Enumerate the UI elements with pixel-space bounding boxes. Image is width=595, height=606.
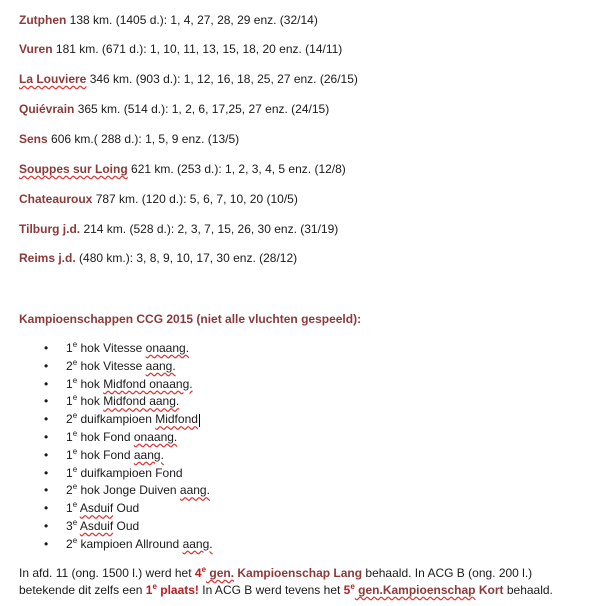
- race-details: 365 km. (514 d.): 1, 2, 6, 17,25, 27 enz. (24/15): [77, 102, 330, 116]
- summary-paragraph: [19, 565, 589, 599]
- para-text: behaald.: [503, 583, 553, 597]
- race-details: 346 km. (903 d.): 1, 12, 16, 18, 25, 27 enz. (26/15): [89, 72, 358, 86]
- item-text: kampioen Allround: [80, 536, 180, 551]
- list-item: [0, 518, 213, 536]
- rank-number: 1: [66, 501, 73, 516]
- para-title: Kampioenschap Lang: [234, 566, 363, 580]
- para-text: In afd. 11 (ong. 1500 l.) werd het: [19, 566, 195, 580]
- race-details: (480 km.): 3, 8, 9, 10, 17, 30 enz. (28/12): [79, 251, 298, 265]
- rank-suffix: e: [72, 357, 78, 367]
- race-details: 138 km. (1405 d.): 1, 4, 27, 28, 29 enz. (32/14): [69, 13, 318, 27]
- item-text: hok Vitesse: [80, 341, 143, 355]
- race-place: Zutphen: [19, 13, 67, 27]
- race-place: Reims j.d.: [19, 251, 76, 265]
- rank-suffix: e: [72, 535, 78, 545]
- rank-number: 2: [66, 536, 73, 551]
- para-gen: gen.: [206, 566, 235, 580]
- rank-number: 2: [66, 483, 73, 498]
- rank-number: 1: [66, 394, 73, 409]
- race-details: 787 km. (120 d.): 5, 6, 7, 10, 20 (10/5): [95, 192, 298, 206]
- rank-suffix: e: [72, 393, 78, 403]
- race-place: Quiévrain: [19, 102, 75, 116]
- rank-number: 1: [66, 341, 73, 355]
- item-tail: Midfond aang.: [103, 394, 180, 409]
- list-item: [0, 340, 213, 358]
- item-tail: Midfond: [155, 412, 198, 427]
- race-details: 181 km. (671 d.): 1, 10, 11, 13, 15, 18, 20 enz. (14/11): [55, 42, 343, 56]
- rank-number: 1: [66, 465, 73, 480]
- item-text: hok Jonge Duiven: [80, 483, 177, 498]
- championship-list: [0, 340, 213, 554]
- race-line: [19, 251, 297, 265]
- list-item: [0, 358, 213, 376]
- list-item: [0, 376, 213, 394]
- item-after: Oud: [113, 501, 140, 516]
- rank-suffix: e: [72, 375, 78, 385]
- race-line: [19, 102, 329, 116]
- item-text: hok Fond: [80, 447, 131, 462]
- text-cursor: [199, 414, 200, 427]
- list-item: [0, 447, 213, 465]
- list-item: [0, 482, 213, 500]
- race-details: 621 km. (253 d.): 1, 2, 3, 4, 5 enz. (12/8): [131, 162, 346, 176]
- race-details: 606 km.( 288 d.): 1, 5, 9 enz. (13/5): [51, 132, 240, 146]
- rank-suffix: e: [72, 500, 78, 510]
- rank-suffix: e: [72, 340, 78, 349]
- item-tail: onaang.: [133, 429, 178, 444]
- list-item: [0, 500, 213, 518]
- para-title: Kort: [475, 583, 504, 597]
- rank-number: 1: [66, 376, 73, 391]
- item-text: hok: [80, 394, 100, 409]
- rank-number: 1: [66, 429, 73, 444]
- rank-suffix: e: [72, 464, 78, 474]
- item-tail: aang.: [133, 447, 164, 462]
- race-line: [19, 132, 239, 146]
- race-place: Tilburg j.d.: [19, 222, 81, 236]
- rank-suffix: e: [72, 428, 78, 438]
- list-item: [0, 465, 213, 483]
- championships-heading: Kampioenschappen CCG 2015 (niet alle vluchten gespeeld):: [19, 312, 362, 326]
- rank-suffix: e: [72, 517, 78, 527]
- list-item: [0, 393, 213, 411]
- para-text: behaald. In ACG B (ong. 200 l.) betekende dit zelfs een: [19, 566, 533, 597]
- item-tail: aang.: [179, 483, 210, 498]
- para-rank: 1e plaats!: [145, 582, 199, 597]
- race-details: 214 km. (528 d.): 2, 3, 7, 15, 26, 30 enz. (31/19): [83, 222, 339, 236]
- rank-suffix: e: [72, 482, 78, 492]
- item-after: Oud: [113, 518, 140, 533]
- para-rank: 5e: [343, 582, 355, 597]
- item-tail: aang.: [145, 358, 176, 373]
- item-tail: Asduif: [79, 518, 114, 533]
- item-tail: Asduif: [79, 501, 114, 516]
- race-line: [19, 162, 346, 176]
- list-item: [0, 411, 213, 429]
- list-item: [0, 536, 213, 554]
- race-line: [19, 13, 318, 27]
- rank-number: 3: [66, 518, 73, 533]
- race-place: La Louviere: [19, 72, 87, 86]
- list-item: [0, 429, 213, 447]
- rank-number: 2: [66, 358, 73, 373]
- rank-number: 2: [66, 412, 73, 427]
- item-text: hok: [80, 376, 100, 391]
- race-place: Souppes sur Loing: [19, 162, 128, 176]
- race-line: [19, 72, 358, 86]
- race-line: [19, 192, 298, 206]
- para-rank: 4e: [194, 565, 207, 580]
- item-text: duifkampioen Fond: [80, 465, 183, 480]
- race-line: [19, 222, 338, 236]
- rank-suffix: e: [72, 411, 78, 421]
- race-place: Chateauroux: [19, 192, 93, 206]
- item-tail: aang.: [182, 536, 213, 551]
- rank-suffix: e: [72, 446, 78, 456]
- para-text: In ACG B werd tevens het: [198, 583, 344, 597]
- rank-number: 1: [66, 447, 73, 462]
- item-text: duifkampioen: [80, 412, 152, 427]
- item-tail: onaang.: [145, 341, 190, 355]
- item-text: hok Vitesse: [80, 358, 143, 373]
- race-place: Vuren: [19, 42, 53, 56]
- race-place: Sens: [19, 132, 48, 146]
- item-text: hok Fond: [80, 429, 131, 444]
- race-line: [19, 42, 342, 56]
- para-title: gen.Kampioenschap: [354, 583, 476, 597]
- item-tail: Midfond onaang.: [103, 376, 193, 391]
